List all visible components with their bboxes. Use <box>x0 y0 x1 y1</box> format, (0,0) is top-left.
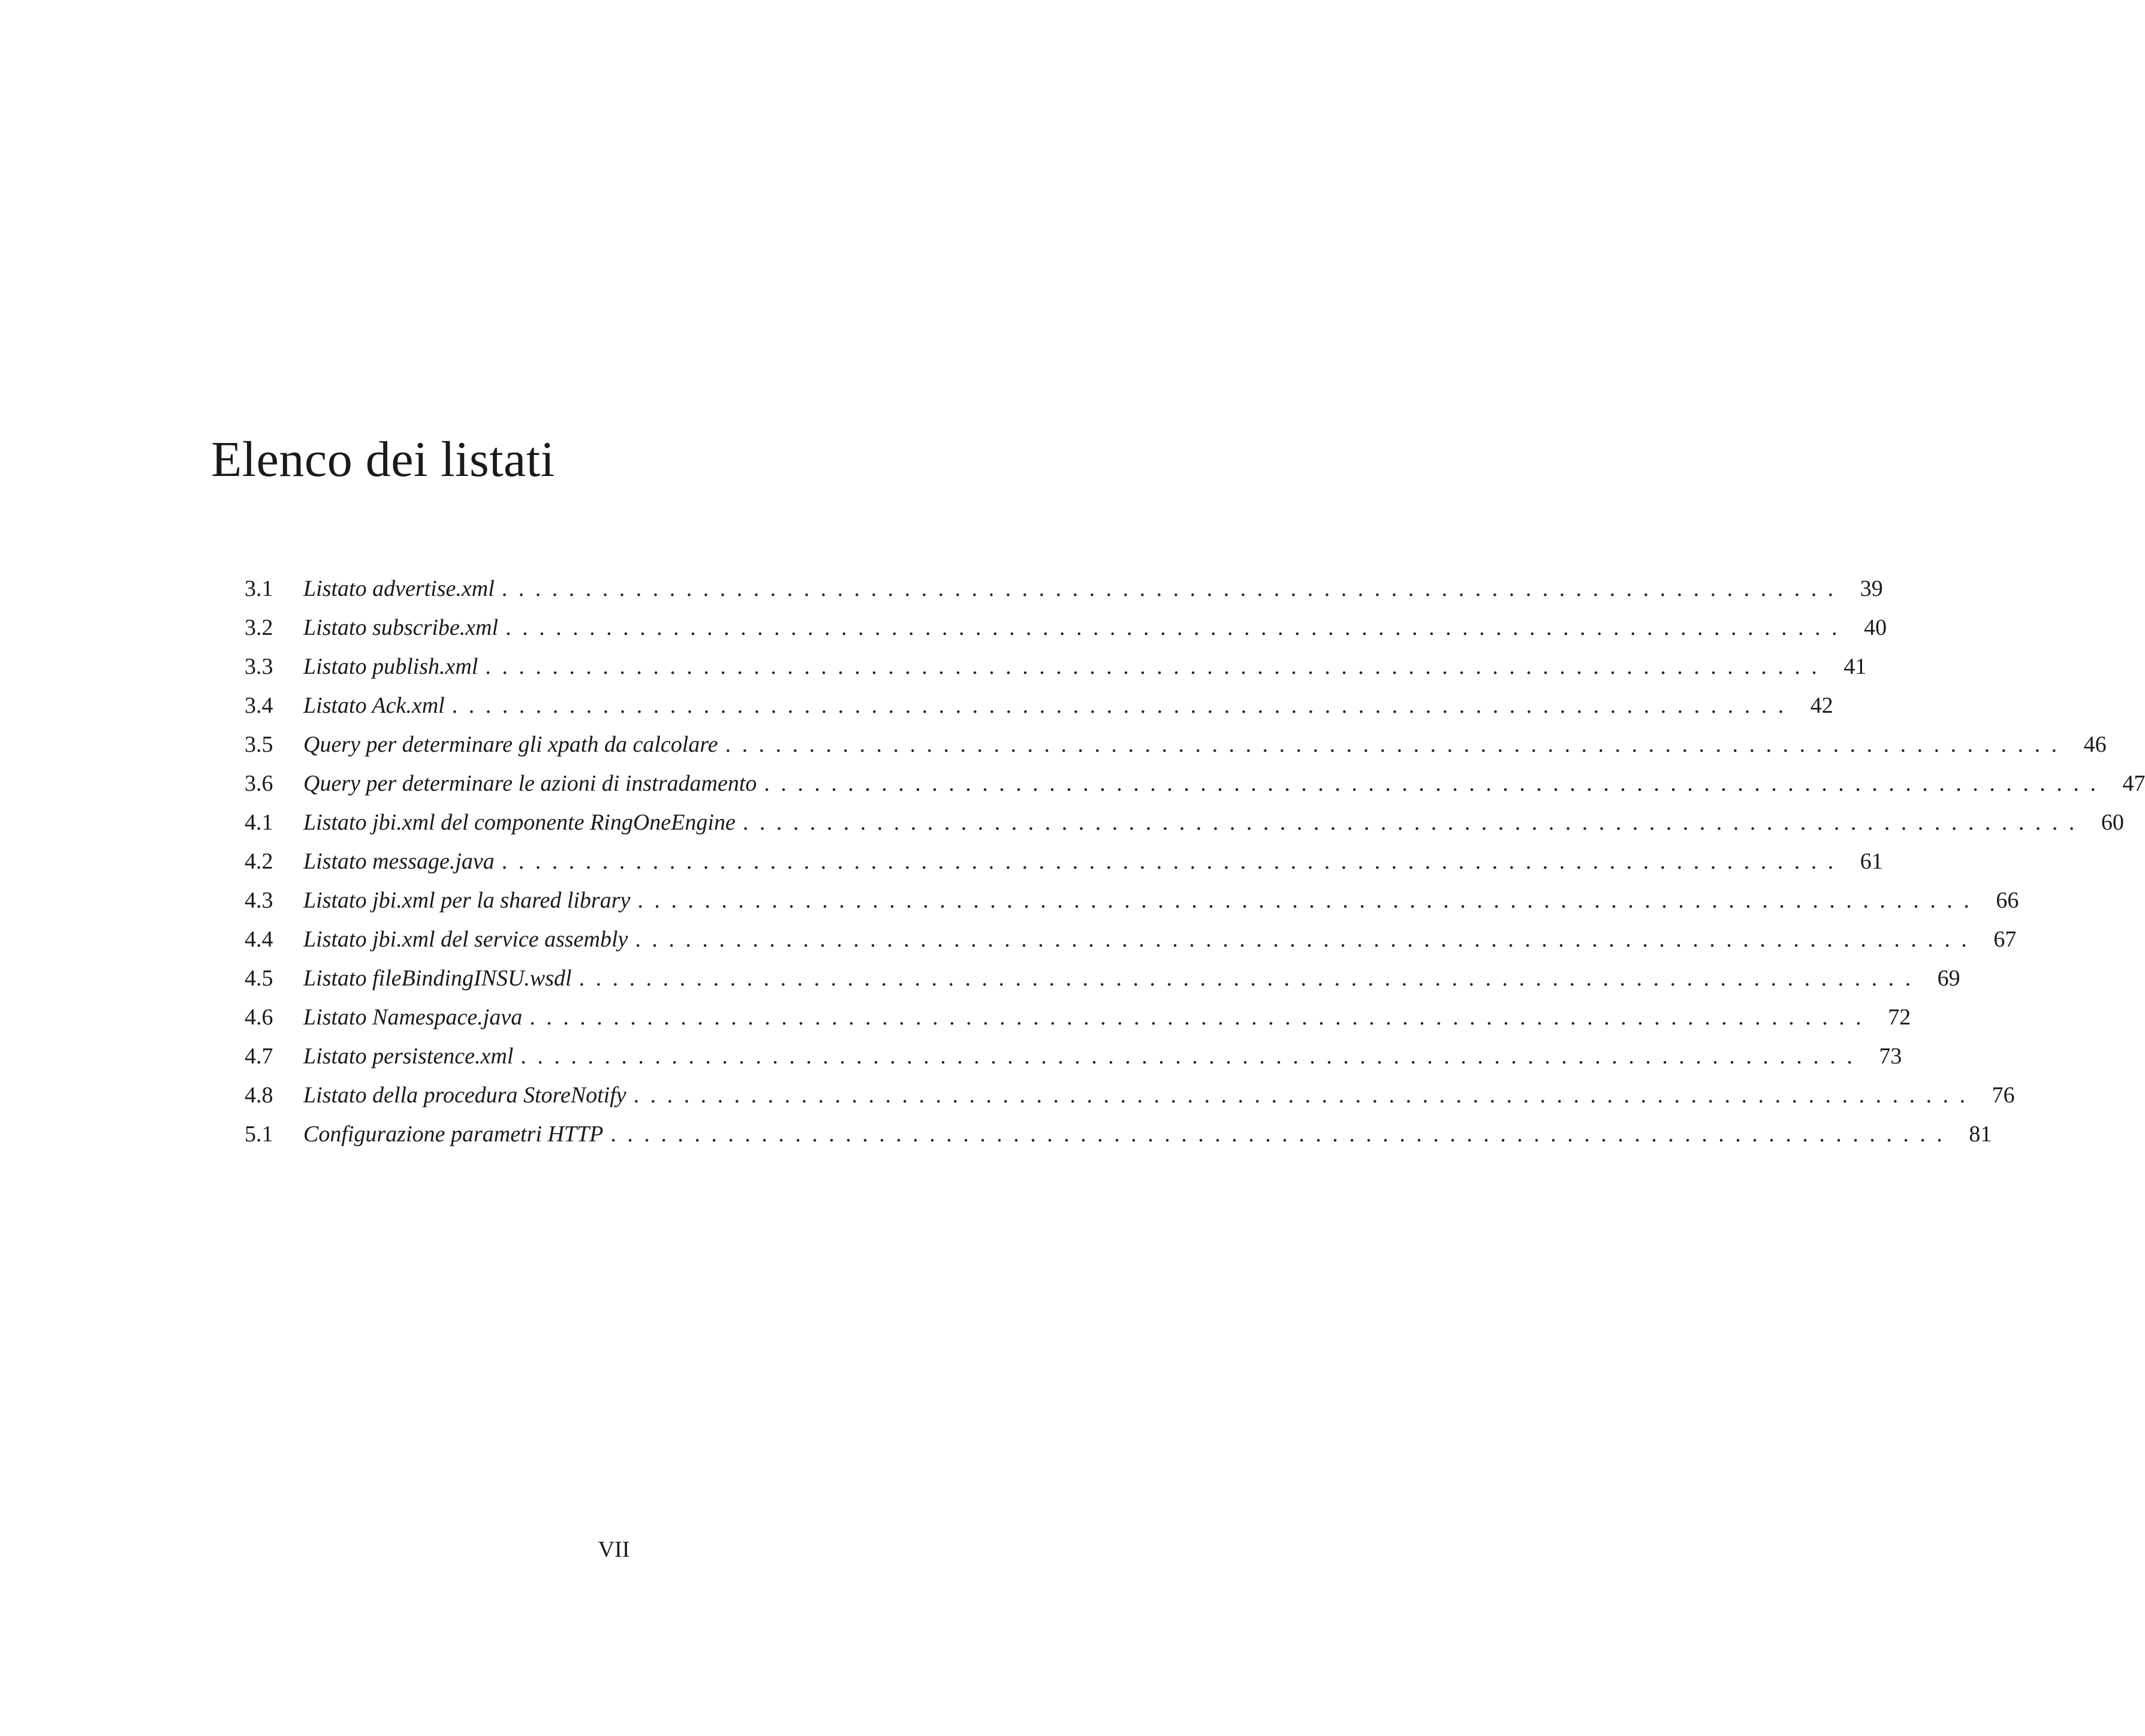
toc-entry-title: Listato Namespace.java <box>303 1005 523 1030</box>
toc-entry-number: 4.4 <box>245 927 273 952</box>
toc-entry[interactable] <box>245 608 1887 647</box>
toc-entry-title: Listato subscribe.xml <box>303 615 499 640</box>
toc-entry-page: 40 <box>1864 615 1887 640</box>
toc-dot-leader: ................................................................................ <box>501 849 1845 874</box>
toc-dot-leader: ................................................................................ <box>520 1044 1864 1069</box>
toc-entry[interactable] <box>245 1037 1902 1076</box>
toc-entry-page: 76 <box>1992 1083 2015 1108</box>
toc-entry-number: 4.2 <box>245 849 273 874</box>
toc-entry-title: Listato Ack.xml <box>303 693 445 718</box>
toc-entry-title: Listato publish.xml <box>303 654 478 679</box>
toc-entry[interactable] <box>245 1115 1992 1154</box>
toc-entry-page: 60 <box>2101 810 2124 835</box>
toc-entry[interactable] <box>245 998 1911 1037</box>
toc-dot-leader: ................................................................................ <box>610 1122 1954 1147</box>
toc-entry[interactable] <box>245 881 2019 920</box>
toc-entry-number: 3.2 <box>245 615 273 640</box>
toc-dot-leader: ................................................................................ <box>637 888 1981 913</box>
toc-entry-number: 3.1 <box>245 576 273 601</box>
toc-entry-number: 3.6 <box>245 771 273 796</box>
toc-entry-page: 41 <box>1843 654 1867 679</box>
toc-entry-number: 3.4 <box>245 693 273 718</box>
toc-entry-title: Query per determinare gli xpath da calcolare <box>303 732 718 757</box>
page-title: Elenco dei listati <box>211 432 555 487</box>
toc-entry-number: 4.8 <box>245 1083 273 1108</box>
toc-dot-leader: ................................................................................ <box>451 693 1795 718</box>
toc-dot-leader: ................................................................................ <box>579 966 1922 991</box>
toc-entry-number: 4.7 <box>245 1044 273 1069</box>
toc-list <box>245 569 2145 1154</box>
toc-entry[interactable] <box>245 959 1960 998</box>
toc-entry-number: 4.1 <box>245 810 273 835</box>
toc-entry-title: Listato persistence.xml <box>303 1044 514 1069</box>
toc-entry-page: 69 <box>1937 966 1960 991</box>
toc-entry-number: 4.3 <box>245 888 273 913</box>
toc-dot-leader: ................................................................................ <box>742 810 2086 835</box>
toc-entry-title: Listato della procedura StoreNotify <box>303 1083 626 1108</box>
toc-entry-page: 47 <box>2122 771 2145 796</box>
toc-entry[interactable] <box>245 803 2124 842</box>
toc-entry[interactable] <box>245 1076 2015 1115</box>
toc-dot-leader: ................................................................................ <box>764 771 2107 796</box>
toc-entry-number: 5.1 <box>245 1122 273 1147</box>
toc-entry[interactable] <box>245 647 1867 686</box>
toc-entry-page: 46 <box>2083 732 2107 757</box>
toc-entry-number: 3.3 <box>245 654 273 679</box>
toc-dot-leader: ................................................................................ <box>501 576 1845 601</box>
toc-entry-number: 4.6 <box>245 1005 273 1030</box>
toc-entry-title: Query per determinare le azioni di instradamento <box>303 771 757 796</box>
toc-entry-title: Listato jbi.xml per la shared library <box>303 888 631 913</box>
toc-entry-page: 67 <box>1993 927 2017 952</box>
toc-dot-leader: ................................................................................ <box>505 615 1849 640</box>
toc-entry-title: Listato advertise.xml <box>303 576 495 601</box>
toc-entry-number: 4.5 <box>245 966 273 991</box>
toc-entry-page: 72 <box>1888 1005 1911 1030</box>
toc-entry-title: Listato jbi.xml del service assembly <box>303 927 628 952</box>
toc-entry[interactable] <box>245 569 1883 608</box>
toc-entry-page: 39 <box>1860 576 1883 601</box>
toc-dot-leader: ................................................................................ <box>485 654 1828 679</box>
toc-entry-page: 42 <box>1810 693 1833 718</box>
toc-entry-page: 66 <box>1996 888 2019 913</box>
toc-entry[interactable] <box>245 686 1833 725</box>
toc-entry[interactable] <box>245 842 1883 881</box>
toc-entry[interactable] <box>245 725 2107 764</box>
toc-dot-leader: ................................................................................ <box>529 1005 1873 1030</box>
toc-entry-title: Listato jbi.xml del componente RingOneEngine <box>303 810 736 835</box>
toc-entry-page: 61 <box>1860 849 1883 874</box>
page-number: VII <box>598 1537 630 1562</box>
toc-dot-leader: ................................................................................ <box>725 732 2068 757</box>
toc-entry-page: 81 <box>1969 1122 1992 1147</box>
toc-entry-title: Configurazione parametri HTTP <box>303 1122 604 1147</box>
toc-entry-title: Listato message.java <box>303 849 495 874</box>
toc-entry-number: 3.5 <box>245 732 273 757</box>
toc-dot-leader: ................................................................................ <box>635 927 1978 952</box>
toc-entry[interactable] <box>245 920 2017 959</box>
toc-entry-page: 73 <box>1879 1044 1902 1069</box>
toc-dot-leader: ................................................................................ <box>633 1083 1977 1108</box>
toc-entry[interactable] <box>245 764 2145 803</box>
toc-entry-title: Listato fileBindingINSU.wsdl <box>303 966 572 991</box>
